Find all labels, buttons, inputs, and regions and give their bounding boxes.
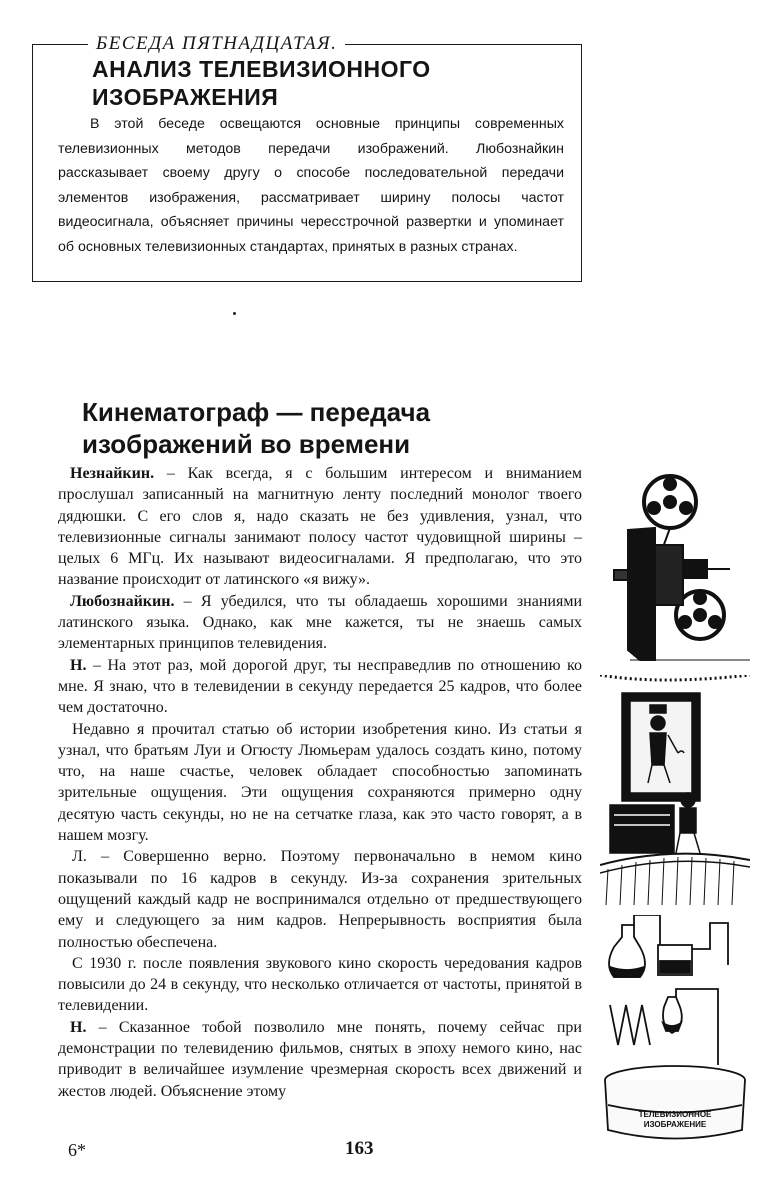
speaker: Любознайкин. bbox=[70, 592, 175, 610]
paragraph bbox=[58, 846, 582, 952]
pot-label-line2: ИЗОБРАЖЕНИЕ bbox=[643, 1120, 707, 1129]
section-title bbox=[82, 396, 522, 460]
paragraph-text: С 1930 г. после появления звукового кино скорость чередования кадров повысили до 24 в секунду, что несколько отличается от частоты, принятой в телевидении. bbox=[58, 954, 582, 1015]
signature-mark: 6* bbox=[68, 1140, 86, 1160]
page-number: 163 bbox=[345, 1138, 374, 1159]
paragraph-text: – Сказанное тобой позволило мне понять, почему сейчас при демонстрации по телевидению фильмов, снятых в эпоху немого кино, нас приводит в величайшее изумление чрезмерная скорость всех движений и жестов людей. Объяснение этому bbox=[58, 1018, 582, 1100]
paragraph bbox=[58, 719, 582, 847]
speaker: Н. bbox=[70, 656, 87, 674]
print-speck bbox=[233, 312, 236, 315]
speaker: Н. bbox=[70, 1018, 87, 1036]
speaker: Незнайкин. bbox=[70, 465, 155, 482]
paragraph-text: – Я убедился, что ты обладаешь хорошими знаниями латинского языка. Однако, как мне кажется, ты не знаешь самых элементарных принципов телевидения. bbox=[58, 592, 582, 653]
film-projector-illustration bbox=[600, 470, 750, 665]
paragraph bbox=[58, 463, 582, 591]
paragraph bbox=[58, 1017, 582, 1102]
lab-apparatus-illustration bbox=[600, 915, 750, 1145]
pot-label-line1: ТЕЛЕВИЗИОННОЕ bbox=[638, 1110, 712, 1119]
paragraph bbox=[58, 591, 582, 655]
chapter-label: БЕСЕДА ПЯТНАДЦАТАЯ. bbox=[88, 33, 345, 55]
paragraph bbox=[58, 953, 582, 1017]
paragraph-text: – Как всегда, я с большим интересом и вниманием прослушал записанный на магнитную ленту последний монолог твоего дядюшки. С его слов я, надо сказать не без удивления, узнал, что телевизионные сигналы занимают полосу частот чудовищной ширины – целых 6 МГц. Их называют видеосигналами. Я предполагаю, что это название происходит от латинского «я вижу». bbox=[58, 465, 582, 589]
section-title-line1: Кинематограф — передача bbox=[82, 397, 431, 427]
paragraph-text: Недавно я прочитал статью об истории изобретения кино. Из статьи я узнал, что братьям Луи и Огюсту Люмьерам удалось создать кино, потому что, на наше счастье, человек обладает способностью запоминать зрительные ощущения. Эти ощущения сохраняются примерно одну десятую часть секунды, но не на сетчатке глаза, как это часто говорят, а в нашем мозгу. bbox=[58, 720, 582, 845]
dialogue-text bbox=[58, 463, 582, 1102]
paragraph bbox=[58, 655, 582, 719]
chapter-title: АНАЛИЗ ТЕЛЕВИЗИОННОГО ИЗОБРАЖЕНИЯ bbox=[92, 56, 431, 110]
paragraph-text: – На этот раз, мой дорогой друг, ты несправедлив по отношению ко мне. Я знаю, что в телевидении в секунду передается 25 кадров, что более чем достаточно. bbox=[58, 656, 582, 717]
silent-cinema-illustration bbox=[600, 675, 750, 905]
paragraph-text: Л. – Совершенно верно. Поэтому первоначально в немом кино показывали по 16 кадров в секунду. Из-за сохранения зрительных ощущений каждый кадр не воспринимался отдельно от предшествующего ему и следующего за ним кадров. Непрерывность восприятия была полностью обеспечена. bbox=[58, 848, 582, 951]
section-title-line2: изображений во времени bbox=[82, 429, 411, 459]
chapter-summary: В этой беседе освещаются основные принципы современных телевизионных методов передачи изображений. Любознайкин рассказывает своему другу о способе последовательной передачи элементов изображения, рассматривает ширину полосы частот видеосигнала, объясняет причины чересстрочной развертки и упоминает об основных телевизионных стандартах, принятых в разных странах. bbox=[58, 116, 564, 255]
